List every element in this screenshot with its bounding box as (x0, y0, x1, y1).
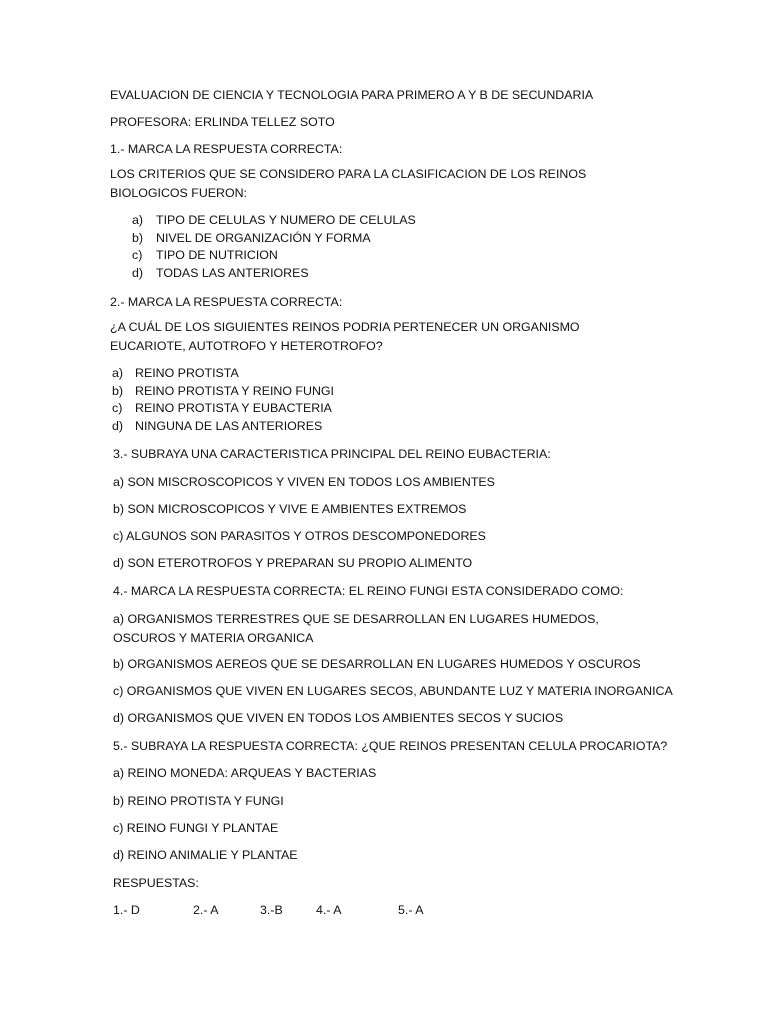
q3-option: d) SON ETEROTROFOS Y PREPARAN SU PROPIO ALIMENTO (113, 556, 473, 570)
q3-option: b) SON MICROSCOPICOS Y VIVE E AMBIENTES EXTREMOS (113, 502, 467, 516)
q3-option: c) ALGUNOS SON PARASITOS Y OTROS DESCOMPONEDORES (113, 529, 486, 543)
q4-option: c) ORGANISMOS QUE VIVEN EN LUGARES SECOS, ABUNDANTE LUZ Y MATERIA INORGANICA (113, 684, 673, 698)
q5-heading: 5.- SUBRAYA LA RESPUESTA CORRECTA: ¿QUE REINOS PRESENTAN CELULA PROCARIOTA? (113, 739, 668, 753)
answers-heading: RESPUESTAS: (113, 876, 199, 890)
option-text: TODAS LAS ANTERIORES (156, 265, 309, 280)
option-text: NIVEL DE ORGANIZACIÓN Y FORMA (156, 230, 371, 245)
q5-option: d) REINO ANIMALIE Y PLANTAE (113, 848, 298, 862)
option-text: NINGUNA DE LAS ANTERIORES (135, 418, 323, 433)
option-text: TIPO DE NUTRICION (156, 248, 278, 263)
option-text: REINO PROTISTA Y REINO FUNGI (135, 383, 334, 398)
answer-item: 3.-B (260, 903, 283, 917)
answer-item: 5.- A (398, 903, 424, 917)
option-marker: a) (112, 366, 124, 380)
q5-option: c) REINO FUNGI Y PLANTAE (113, 821, 279, 835)
q1-question: LOS CRITERIOS QUE SE CONSIDERO PARA LA CLASIFICACION DE LOS REINOS BIOLOGICOS FUERON: (110, 167, 587, 200)
answer-item: 1.- D (113, 903, 140, 917)
q3-heading: 3.- SUBRAYA UNA CARACTERISTICA PRINCIPAL DEL REINO EUBACTERIA: (113, 447, 551, 461)
q5-option: a) REINO MONEDA: ARQUEAS Y BACTERIAS (113, 766, 377, 780)
q3-option: a) SON MISCROSCOPICOS Y VIVEN EN TODOS LOS AMBIENTES (113, 475, 495, 489)
option-marker: b) (132, 230, 144, 245)
answer-item: 4.- A (316, 903, 342, 917)
document-title: EVALUACION DE CIENCIA Y TECNOLOGIA PARA PRIMERO A Y B DE SECUNDARIA (110, 88, 594, 102)
q2-question: ¿A CUÁL DE LOS SIGUIENTES REINOS PODRIA PERTENECER UN ORGANISMO EUCARIOTE, AUTOTROFO Y HETEROTROFO? (110, 320, 580, 353)
q2-heading: 2.- MARCA LA RESPUESTA CORRECTA: (110, 295, 343, 309)
q5-option: b) REINO PROTISTA Y FUNGI (113, 794, 284, 808)
q1-heading: 1.- MARCA LA RESPUESTA CORRECTA: (110, 142, 343, 156)
teacher-name: PROFESORA: ERLINDA TELLEZ SOTO (110, 115, 335, 129)
option-marker: b) (112, 383, 124, 398)
option-text: REINO PROTISTA (135, 366, 239, 380)
answer-item: 2.- A (193, 903, 219, 917)
option-marker: c) (132, 248, 143, 263)
q4-option: d) ORGANISMOS QUE VIVEN EN TODOS LOS AMBIENTES SECOS Y SUCIOS (113, 711, 564, 725)
option-text: TIPO DE CELULAS Y NUMERO DE CELULAS (156, 213, 416, 227)
q4-heading: 4.- MARCA LA RESPUESTA CORRECTA: EL REINO FUNGI ESTA CONSIDERADO COMO: (113, 584, 624, 598)
option-marker: a) (132, 213, 144, 227)
option-marker: d) (112, 418, 124, 433)
option-marker: d) (132, 265, 144, 280)
q4-option: b) ORGANISMOS AEREOS QUE SE DESARROLLAN EN LUGARES HUMEDOS Y OSCUROS (113, 657, 641, 671)
option-marker: c) (112, 401, 123, 416)
q4-option: a) ORGANISMOS TERRESTRES QUE SE DESARROLLAN EN LUGARES HUMEDOS, OSCUROS Y MATERIA ORGANICA (113, 612, 599, 645)
option-text: REINO PROTISTA Y EUBACTERIA (135, 401, 332, 416)
